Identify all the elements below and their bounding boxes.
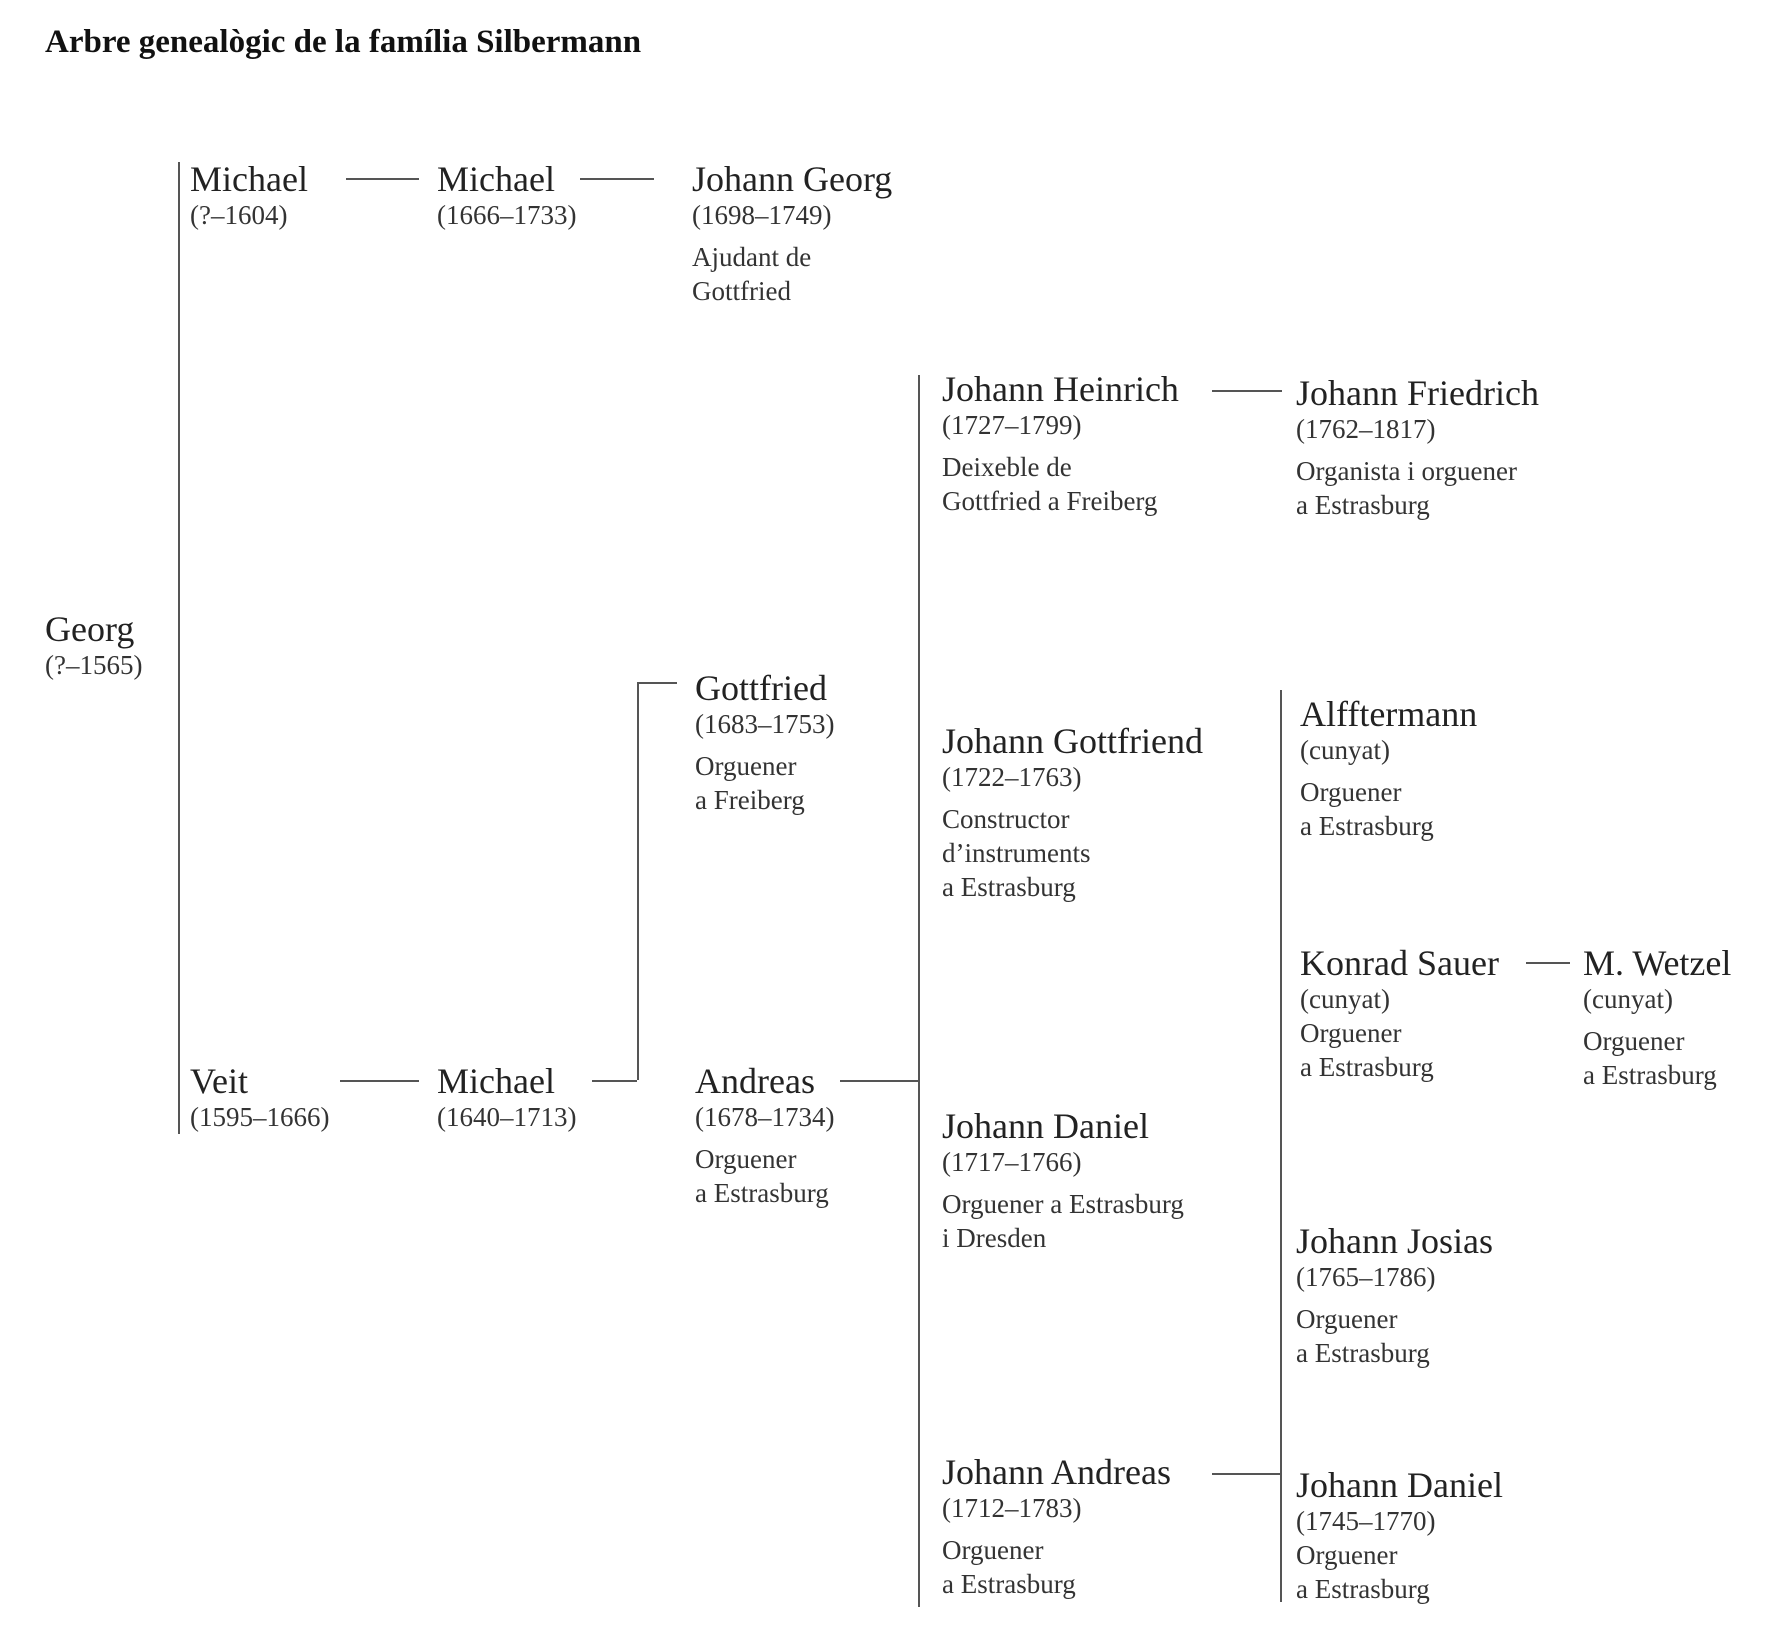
role-line: Orguener a Estrasburg: [942, 1189, 1184, 1219]
connector-michael-johann-georg: [580, 178, 654, 180]
person-dates: (cunyat): [1300, 735, 1390, 765]
role-line: a Freiberg: [695, 785, 805, 815]
person-role: [942, 450, 1179, 518]
person-andreas: [695, 1062, 834, 1210]
person-dates: (cunyat): [1583, 984, 1673, 1014]
role-line: d’instruments: [942, 838, 1091, 868]
person-michael-1733: [437, 160, 576, 232]
role-line: Organista i orguener: [1296, 456, 1517, 486]
person-dates: (1717–1766): [942, 1147, 1082, 1177]
person-johann-gottfriend: [942, 722, 1203, 904]
person-name: Michael: [437, 159, 555, 199]
connector-andreas-sons: [918, 375, 920, 1607]
person-name: Johann Josias: [1296, 1221, 1493, 1261]
person-name: Michael: [190, 159, 308, 199]
role-line: a Estrasburg: [1300, 811, 1434, 841]
connector-gottfried-branch: [637, 682, 677, 684]
person-dates: (1765–1786): [1296, 1262, 1436, 1292]
person-role: [1296, 454, 1539, 522]
person-name: Gottfried: [695, 668, 827, 708]
role-line: a Estrasburg: [1583, 1060, 1717, 1090]
person-name: Veit: [190, 1061, 248, 1101]
person-michael-1604: [190, 160, 308, 232]
person-georg: [45, 610, 142, 682]
person-dates: (1678–1734): [695, 1102, 835, 1132]
person-dates: (?–1565): [45, 650, 143, 680]
person-name: Alfftermann: [1300, 694, 1478, 734]
person-role: [1300, 1016, 1499, 1084]
person-veit: [190, 1062, 329, 1134]
person-role: [942, 1533, 1171, 1601]
role-line: a Estrasburg: [1296, 1338, 1430, 1368]
role-line: Gottfried: [692, 276, 791, 306]
person-dates: (1745–1770): [1296, 1506, 1436, 1536]
person-johann-daniel-1766: [942, 1107, 1184, 1255]
person-johann-andreas: [942, 1453, 1171, 1601]
person-johann-daniel-1770: [1296, 1466, 1503, 1606]
connector-andreas-children: [840, 1080, 918, 1082]
connector-sauer-wetzel: [1526, 962, 1570, 964]
person-name: Johann Andreas: [942, 1452, 1171, 1492]
person-name: M. Wetzel: [1583, 943, 1732, 983]
person-dates: (?–1604): [190, 200, 288, 230]
connector-georg-children: [178, 162, 180, 1134]
person-konrad-sauer: [1300, 944, 1499, 1084]
role-line: a Estrasburg: [1296, 1574, 1430, 1604]
person-role: [695, 1142, 834, 1210]
person-name: Johann Gottfriend: [942, 721, 1203, 761]
connector-veit-michael: [340, 1080, 419, 1082]
person-dates: (1640–1713): [437, 1102, 577, 1132]
person-name: Andreas: [695, 1061, 815, 1101]
role-line: a Estrasburg: [695, 1178, 829, 1208]
person-dates: (1595–1666): [190, 1102, 330, 1132]
person-name: Michael: [437, 1061, 555, 1101]
connector-heinrich-friedrich: [1212, 390, 1282, 392]
person-name: Johann Daniel: [942, 1106, 1149, 1146]
person-dates: (1712–1783): [942, 1493, 1082, 1523]
person-role: [1296, 1302, 1493, 1370]
person-gottfried: [695, 669, 834, 817]
person-role: [1300, 775, 1477, 843]
person-michael-1713: [437, 1062, 576, 1134]
role-line: Orguener: [1583, 1026, 1685, 1056]
role-line: Orguener: [695, 1144, 797, 1174]
role-line: Orguener: [1300, 1018, 1402, 1048]
role-line: i Dresden: [942, 1223, 1047, 1253]
person-role: [942, 1187, 1184, 1255]
person-dates: (1722–1763): [942, 762, 1082, 792]
person-dates: (1762–1817): [1296, 414, 1436, 444]
role-line: Deixeble de: [942, 452, 1072, 482]
person-role: [942, 802, 1203, 904]
role-line: Constructor: [942, 804, 1070, 834]
person-name: Konrad Sauer: [1300, 943, 1499, 983]
role-line: Orguener: [1296, 1304, 1398, 1334]
role-line: a Estrasburg: [942, 872, 1076, 902]
connector-michael-children: [592, 1080, 637, 1082]
connector-johann-andreas-family: [1280, 690, 1282, 1602]
connector-michael-michael: [346, 178, 419, 180]
person-m-wetzel: [1583, 944, 1731, 1092]
person-dates: (1698–1749): [692, 200, 832, 230]
person-role: [695, 749, 834, 817]
person-role: [692, 240, 892, 308]
person-name: Johann Georg: [692, 159, 893, 199]
person-name: Johann Daniel: [1296, 1465, 1503, 1505]
person-dates: (1666–1733): [437, 200, 577, 230]
role-line: Orguener: [1300, 777, 1402, 807]
person-johann-friedrich: [1296, 374, 1539, 522]
role-line: a Estrasburg: [1300, 1052, 1434, 1082]
role-line: a Estrasburg: [942, 1569, 1076, 1599]
person-johann-josias: [1296, 1222, 1493, 1370]
person-role: [1583, 1024, 1731, 1092]
person-dates: (1683–1753): [695, 709, 835, 739]
person-role: [1296, 1538, 1503, 1606]
page-title: Arbre genealògic de la família Silbermann: [45, 24, 642, 60]
person-dates: (cunyat): [1300, 984, 1390, 1014]
person-name: Johann Heinrich: [942, 369, 1179, 409]
role-line: Orguener: [1296, 1540, 1398, 1570]
person-alfftermann: [1300, 695, 1477, 843]
role-line: Gottfried a Freiberg: [942, 486, 1158, 516]
person-name: Georg: [45, 609, 135, 649]
connector-gottfried-andreas: [637, 682, 639, 1080]
role-line: Orguener: [942, 1535, 1044, 1565]
person-name: Johann Friedrich: [1296, 373, 1539, 413]
person-johann-heinrich: [942, 370, 1179, 518]
role-line: Orguener: [695, 751, 797, 781]
person-dates: (1727–1799): [942, 410, 1082, 440]
person-johann-georg: [692, 160, 892, 308]
role-line: a Estrasburg: [1296, 490, 1430, 520]
connector-johann-andreas-children: [1212, 1473, 1280, 1475]
role-line: Ajudant de: [692, 242, 812, 272]
